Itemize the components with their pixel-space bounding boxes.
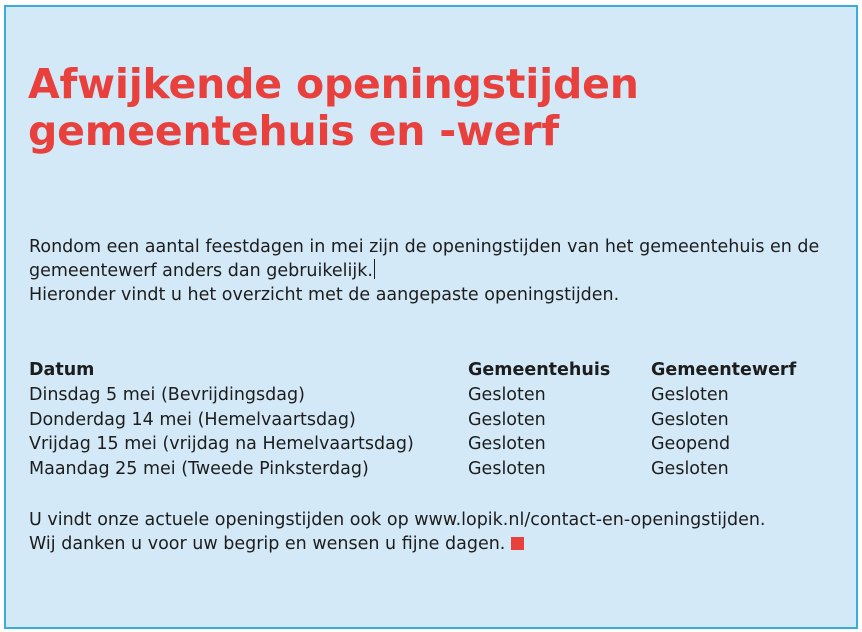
row-date: Dinsdag 5 mei (Bevrijdingsdag) (29, 385, 305, 406)
footer-line-2-text: Wij danken u voor uw begrip en wensen u fijne dagen. (29, 534, 506, 554)
table-row (29, 383, 801, 408)
intro-line-3: Hieronder vindt u het overzicht met de aangepaste openingstijden. (29, 285, 620, 305)
intro-paragraph (29, 235, 819, 307)
column-header-date: Datum (29, 360, 95, 381)
row-date: Donderdag 14 mei (Hemelvaartsdag) (29, 409, 356, 430)
intro-line-2-text: gemeentewerf anders dan gebruikelijk. (29, 261, 373, 281)
row-gemeentehuis-status: Gesloten (468, 409, 546, 430)
row-gemeentehuis-status: Gesloten (468, 434, 546, 455)
footer-line-1: U vindt onze actuele openingstijden ook op www.lopik.nl/contact-en-openingstijden. (29, 510, 766, 530)
row-gemeentewerf-status: Gesloten (651, 385, 729, 406)
row-gemeentehuis-status: Gesloten (468, 385, 546, 406)
text-cursor (374, 259, 375, 279)
opening-hours-table (29, 358, 801, 481)
intro-line-1: Rondom een aantal feestdagen in mei zijn de openingstijden van het gemeentehuis en de (29, 237, 820, 257)
column-header-gemeentewerf: Gemeentewerf (651, 360, 797, 381)
red-square-end-mark-icon (511, 537, 524, 550)
table-row (29, 457, 801, 482)
row-gemeentewerf-status: Gesloten (651, 409, 729, 430)
row-date: Vrijdag 15 mei (vrijdag na Hemelvaartsdag) (29, 434, 414, 455)
row-date: Maandag 25 mei (Tweede Pinksterdag) (29, 459, 369, 480)
notice-panel (4, 5, 858, 629)
footer-paragraph (29, 508, 766, 556)
table-row (29, 407, 801, 432)
table-header-row (29, 358, 801, 383)
table-row (29, 432, 801, 457)
notice-title-line-1: Afwijkende openingstijden (28, 60, 639, 108)
footer-line-2 (29, 532, 766, 556)
row-gemeentewerf-status: Gesloten (651, 459, 729, 480)
notice-title (28, 61, 639, 155)
row-gemeentehuis-status: Gesloten (468, 459, 546, 480)
notice-title-line-2: gemeentehuis en -werf (28, 107, 560, 155)
row-gemeentewerf-status-open: Geopend (651, 434, 731, 455)
column-header-gemeentehuis: Gemeentehuis (468, 360, 611, 381)
intro-line-2 (29, 259, 819, 283)
